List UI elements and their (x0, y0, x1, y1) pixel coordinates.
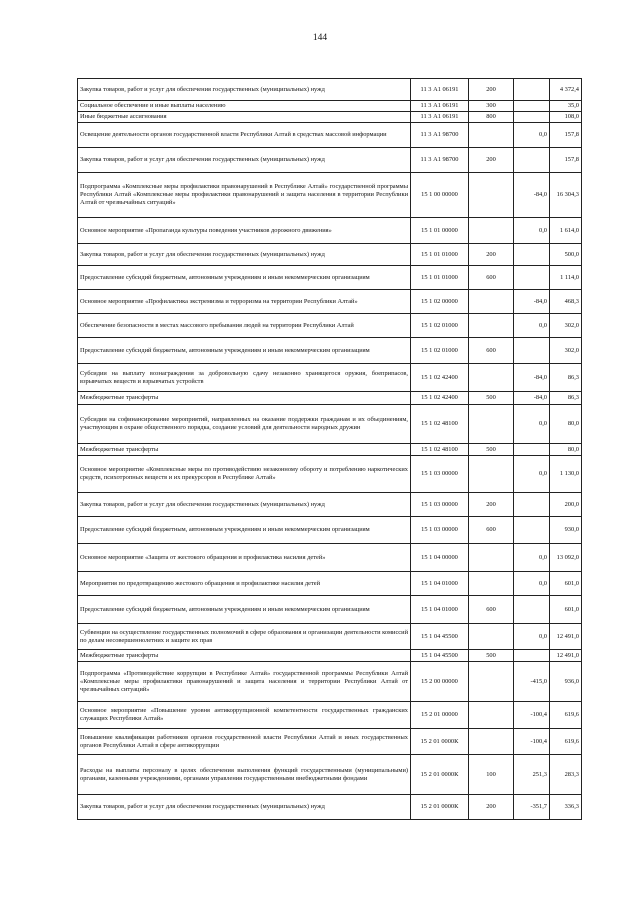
row-name: Повышение квалификации работников органов государственной власти Республики Алтай и иных государственных органов Республики Алтай в сфере антикоррупции (78, 729, 411, 755)
row-expense-type (469, 405, 514, 444)
row-name: Обеспечение безопасности в местах массового пребывания людей на территории Республики Алтай (78, 314, 411, 338)
table-row (78, 444, 582, 456)
row-name: Субвенции на осуществление государственных полномочий в сфере образования и организации деятельности комиссий по делам несовершеннолетних и защите их прав (78, 624, 411, 650)
row-name: Субсидии на софинансирование мероприятий, направленных на оказание поддержки гражданам и их объединениям, участвующим в охране общественного порядка, создание условий для деятельности народных дружин (78, 405, 411, 444)
table-row (78, 218, 582, 244)
budget-table (77, 78, 582, 820)
row-total: 4 372,4 (550, 79, 582, 101)
row-expense-type: 100 (469, 755, 514, 795)
row-expense-type: 500 (469, 392, 514, 405)
row-expense-type (469, 729, 514, 755)
row-expense-type: 600 (469, 517, 514, 544)
row-total: 302,0 (550, 338, 582, 364)
table-row (78, 392, 582, 405)
row-change: -415,0 (514, 662, 550, 702)
row-total: 16 304,3 (550, 173, 582, 218)
row-total: 930,0 (550, 517, 582, 544)
row-code: 15 1 02 42400 (411, 392, 469, 405)
row-expense-type (469, 290, 514, 314)
table-row (78, 290, 582, 314)
row-change: 0,0 (514, 314, 550, 338)
row-name: Предоставление субсидий бюджетным, автономным учреждениям и иным некоммерческим организациям (78, 596, 411, 624)
row-change (514, 266, 550, 290)
row-total: 302,0 (550, 314, 582, 338)
row-expense-type (469, 456, 514, 493)
table-row (78, 79, 582, 101)
row-name: Подпрограмма «Противодействие коррупции в Республике Алтай» государственной программы Республики Алтай «Комплексные меры профилактики правонарушений и защита населения и территории Республики Алтай от чрезвычайных ситуаций» (78, 662, 411, 702)
row-code: 15 2 01 00000 (411, 702, 469, 729)
row-code: 15 1 01 00000 (411, 218, 469, 244)
row-code: 15 1 01 01000 (411, 266, 469, 290)
row-expense-type: 200 (469, 244, 514, 266)
row-change (514, 101, 550, 112)
row-name: Закупка товаров, работ и услуг для обеспечения государственных (муниципальных) нужд (78, 79, 411, 101)
row-name: Закупка товаров, работ и услуг для обеспечения государственных (муниципальных) нужд (78, 148, 411, 173)
row-expense-type (469, 123, 514, 148)
table-row (78, 405, 582, 444)
row-total: 1 114,0 (550, 266, 582, 290)
row-name: Закупка товаров, работ и услуг для обеспечения государственных (муниципальных) нужд (78, 795, 411, 820)
table-row (78, 338, 582, 364)
table-row (78, 596, 582, 624)
table-row (78, 112, 582, 123)
row-total: 108,0 (550, 112, 582, 123)
row-change: 251,3 (514, 755, 550, 795)
row-name: Предоставление субсидий бюджетным, автономным учреждениям и иным некоммерческим организациям (78, 338, 411, 364)
row-name: Расходы на выплаты персоналу в целях обеспечения выполнения функций государственными (муниципальными) органами, казенными учреждениями, органами управления государственными внебюджетными фондами (78, 755, 411, 795)
table-row (78, 544, 582, 572)
row-name: Предоставление субсидий бюджетным, автономным учреждениям и иным некоммерческим организациям (78, 517, 411, 544)
row-change: -84,0 (514, 392, 550, 405)
row-name: Межбюджетные трансферты (78, 444, 411, 456)
table-row (78, 148, 582, 173)
row-code: 15 1 03 00000 (411, 456, 469, 493)
row-code: 15 1 04 01000 (411, 572, 469, 596)
row-total: 936,0 (550, 662, 582, 702)
row-code: 15 1 02 48100 (411, 444, 469, 456)
row-total: 468,3 (550, 290, 582, 314)
row-total: 500,0 (550, 244, 582, 266)
row-change: -351,7 (514, 795, 550, 820)
row-code: 15 1 02 42400 (411, 364, 469, 392)
row-name: Закупка товаров, работ и услуг для обеспечения государственных (муниципальных) нужд (78, 244, 411, 266)
row-code: 15 1 00 00000 (411, 173, 469, 218)
table-row (78, 650, 582, 662)
row-total: 157,8 (550, 123, 582, 148)
table-row (78, 624, 582, 650)
table-row (78, 123, 582, 148)
row-expense-type: 800 (469, 112, 514, 123)
row-expense-type: 200 (469, 795, 514, 820)
row-change: -84,0 (514, 364, 550, 392)
row-total: 619,6 (550, 702, 582, 729)
row-name: Социальное обеспечение и иные выплаты населению (78, 101, 411, 112)
row-name: Межбюджетные трансферты (78, 650, 411, 662)
table-row (78, 101, 582, 112)
table-row (78, 314, 582, 338)
row-change: 0,0 (514, 572, 550, 596)
row-expense-type (469, 624, 514, 650)
row-code: 15 1 03 00000 (411, 517, 469, 544)
row-code: 15 1 03 00000 (411, 493, 469, 517)
row-code: 11 3 А1 06191 (411, 79, 469, 101)
row-total: 1 614,0 (550, 218, 582, 244)
row-expense-type: 200 (469, 493, 514, 517)
row-name: Основное мероприятие «Пропаганда культуры поведения участников дорожного движения» (78, 218, 411, 244)
row-expense-type (469, 218, 514, 244)
row-code: 15 1 02 01000 (411, 338, 469, 364)
row-expense-type: 500 (469, 650, 514, 662)
row-total: 12 491,0 (550, 624, 582, 650)
table-row (78, 662, 582, 702)
row-code: 15 1 01 01000 (411, 244, 469, 266)
table-row (78, 755, 582, 795)
row-expense-type: 200 (469, 79, 514, 101)
row-expense-type: 600 (469, 338, 514, 364)
row-code: 15 1 02 48100 (411, 405, 469, 444)
row-expense-type (469, 173, 514, 218)
row-code: 15 1 02 01000 (411, 314, 469, 338)
row-change: 0,0 (514, 405, 550, 444)
row-change (514, 444, 550, 456)
row-change: 0,0 (514, 218, 550, 244)
table-row (78, 517, 582, 544)
row-expense-type: 200 (469, 148, 514, 173)
row-total: 1 130,0 (550, 456, 582, 493)
row-total: 601,0 (550, 572, 582, 596)
row-code: 11 3 А1 98700 (411, 123, 469, 148)
row-total: 80,0 (550, 444, 582, 456)
row-name: Основное мероприятие «Защита от жестокого обращения и профилактика насилия детей» (78, 544, 411, 572)
row-change (514, 493, 550, 517)
row-change: 0,0 (514, 456, 550, 493)
row-change (514, 596, 550, 624)
table-row (78, 493, 582, 517)
row-change (514, 650, 550, 662)
row-code: 15 1 04 01000 (411, 596, 469, 624)
table-row (78, 244, 582, 266)
table-row (78, 572, 582, 596)
row-change: -100,4 (514, 729, 550, 755)
row-total: 283,3 (550, 755, 582, 795)
row-name: Основное мероприятие «Профилактика экстремизма и терроризма на территории Республики Алтай» (78, 290, 411, 314)
row-code: 15 1 02 00000 (411, 290, 469, 314)
row-total: 35,0 (550, 101, 582, 112)
row-expense-type (469, 314, 514, 338)
row-total: 80,0 (550, 405, 582, 444)
row-expense-type (469, 662, 514, 702)
row-code: 11 3 А1 98700 (411, 148, 469, 173)
row-name: Подпрограмма «Комплексные меры профилактики правонарушений в Республике Алтай» государственной программы Республики Алтай «Комплексные меры профилактики правонарушений и защита населения в территории Республики Алтай от чрезвычайных ситуаций» (78, 173, 411, 218)
table-row (78, 364, 582, 392)
row-change: -84,0 (514, 290, 550, 314)
row-change: 0,0 (514, 624, 550, 650)
row-name: Основное мероприятие «Комплексные меры по противодействию незаконному обороту и потреблению наркотических средств, психотропных веществ и их прекурсоров в Республике Алтай» (78, 456, 411, 493)
row-total: 157,8 (550, 148, 582, 173)
row-total: 12 491,0 (550, 650, 582, 662)
row-change: 0,0 (514, 123, 550, 148)
row-expense-type (469, 364, 514, 392)
row-change: 0,0 (514, 544, 550, 572)
page-number: 144 (312, 33, 328, 43)
row-total: 86,3 (550, 392, 582, 405)
row-expense-type (469, 544, 514, 572)
budget-table-body (78, 79, 582, 820)
row-expense-type: 600 (469, 596, 514, 624)
row-expense-type: 500 (469, 444, 514, 456)
row-code: 15 2 01 0000К (411, 795, 469, 820)
row-expense-type: 300 (469, 101, 514, 112)
row-change (514, 244, 550, 266)
row-code: 15 1 04 45500 (411, 624, 469, 650)
row-name: Предоставление субсидий бюджетным, автономным учреждениям и иным некоммерческим организациям (78, 266, 411, 290)
row-change (514, 148, 550, 173)
table-row (78, 266, 582, 290)
row-change: -100,4 (514, 702, 550, 729)
row-total: 619,6 (550, 729, 582, 755)
table-row (78, 729, 582, 755)
row-code: 15 2 00 00000 (411, 662, 469, 702)
row-total: 336,3 (550, 795, 582, 820)
row-change (514, 517, 550, 544)
row-name: Иные бюджетные ассигнования (78, 112, 411, 123)
row-code: 11 3 А1 06191 (411, 101, 469, 112)
row-total: 200,0 (550, 493, 582, 517)
row-name: Субсидии на выплату вознаграждения за добровольную сдачу незаконно хранящегося оружия, боеприпасов, взрывчатых веществ и взрывчатых устройств (78, 364, 411, 392)
row-code: 15 1 04 00000 (411, 544, 469, 572)
row-change: -84,0 (514, 173, 550, 218)
row-code: 15 1 04 45500 (411, 650, 469, 662)
row-total: 13 092,0 (550, 544, 582, 572)
row-name: Основное мероприятие «Повышение уровня антикоррупционной компетентности государственных гражданских служащих Республики Алтай» (78, 702, 411, 729)
row-name: Мероприятия по предотвращению жестокого обращения и профилактике насилия детей (78, 572, 411, 596)
row-code: 15 2 01 0000К (411, 729, 469, 755)
row-change (514, 79, 550, 101)
row-expense-type (469, 572, 514, 596)
row-total: 601,0 (550, 596, 582, 624)
row-expense-type (469, 702, 514, 729)
table-row (78, 456, 582, 493)
table-row (78, 702, 582, 729)
row-name: Освещение деятельности органов государственной власти Республики Алтай в средствах массовой информации (78, 123, 411, 148)
row-name: Закупка товаров, работ и услуг для обеспечения государственных (муниципальных) нужд (78, 493, 411, 517)
row-name: Межбюджетные трансферты (78, 392, 411, 405)
row-code: 11 3 А1 06191 (411, 112, 469, 123)
table-row (78, 795, 582, 820)
row-expense-type: 600 (469, 266, 514, 290)
row-total: 86,3 (550, 364, 582, 392)
row-code: 15 2 01 0000К (411, 755, 469, 795)
table-row (78, 173, 582, 218)
row-change (514, 112, 550, 123)
row-change (514, 338, 550, 364)
